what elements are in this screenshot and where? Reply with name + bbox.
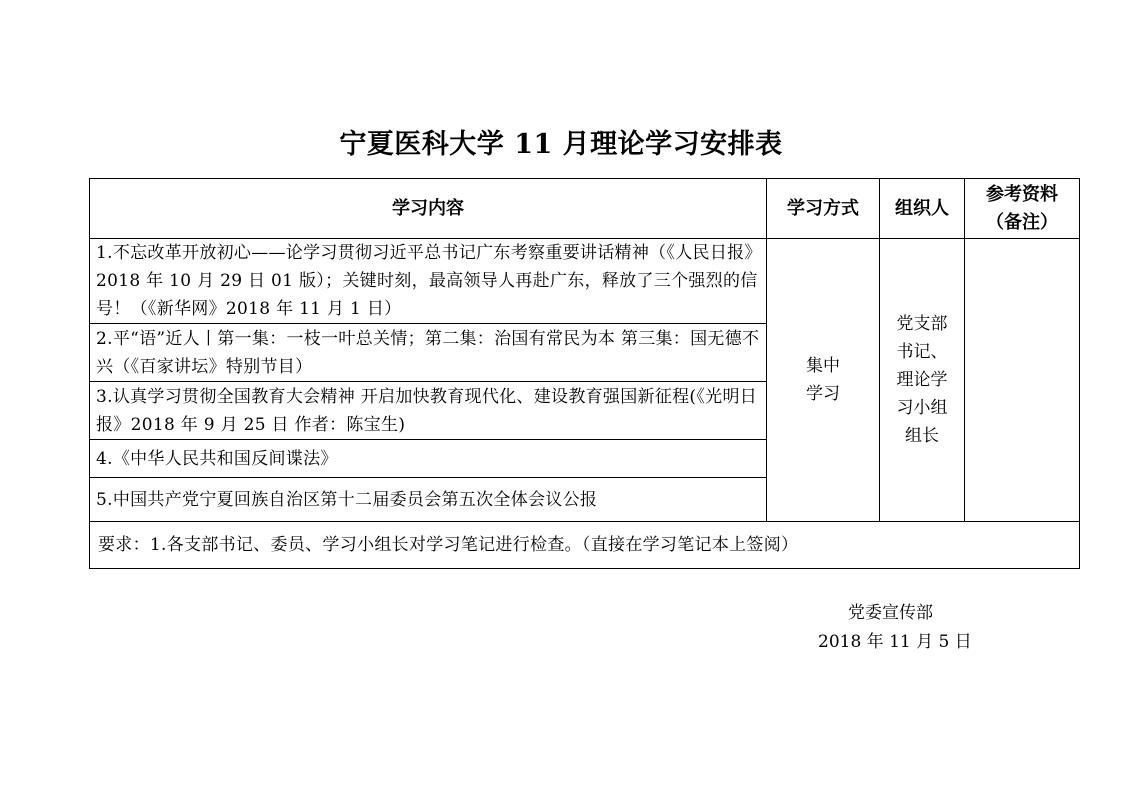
schedule-table bbox=[89, 178, 1080, 569]
requirement-text: 要求：1.各支部书记、委员、学习小组长对学习笔记进行检查。（直接在学习笔记本上签阅） bbox=[90, 522, 1080, 569]
issuing-department: 党委宣传部 bbox=[848, 603, 933, 623]
header-reference-line1: 参考资料 bbox=[986, 183, 1058, 205]
header-reference bbox=[965, 179, 1080, 239]
study-item-5: 5.中国共产党宁夏回族自治区第十二届委员会第五次全体会议公报 bbox=[90, 478, 767, 522]
organizer-text: 党支部书记、理论学习小组组长 bbox=[896, 314, 948, 446]
header-reference-line2: （备注） bbox=[986, 211, 1058, 233]
method-text: 集中学习 bbox=[806, 356, 840, 404]
header-content: 学习内容 bbox=[90, 179, 767, 239]
header-organizer: 组织人 bbox=[880, 179, 965, 239]
study-item-3: 3.认真学习贯彻全国教育大会精神 开启加快教育现代化、建设教育强国新征程(《光明日报》2018 年 9 月 25 日 作者：陈宝生) bbox=[90, 382, 767, 440]
study-item-4: 4.《中华人民共和国反间谍法》 bbox=[90, 440, 767, 478]
page-title: 宁夏医科大学 11 月理论学习安排表 bbox=[339, 129, 783, 160]
requirement-row bbox=[90, 522, 1080, 569]
study-item-1: 1.不忘改革开放初心——论学习贯彻习近平总书记广东考察重要讲话精神（《人民日报》2018 年 10 月 29 日 01 版）；关键时刻，最高领导人再赴广东，释放了三个强烈的信号！（《新华网》2018 年 11 月 1 日） bbox=[90, 239, 767, 324]
table-header-row bbox=[90, 179, 1080, 239]
reference-cell bbox=[965, 239, 1080, 522]
study-item-2: 2.平“语”近人丨第一集：一枝一叶总关情；第二集：治国有常民为本 第三集：国无德不兴（《百家讲坛》特别节目） bbox=[90, 324, 767, 382]
table-row bbox=[90, 239, 1080, 324]
header-method: 学习方式 bbox=[767, 179, 880, 239]
method-cell bbox=[767, 239, 880, 522]
organizer-cell bbox=[880, 239, 965, 522]
issue-date: 2018 年 11 月 5 日 bbox=[818, 632, 972, 652]
